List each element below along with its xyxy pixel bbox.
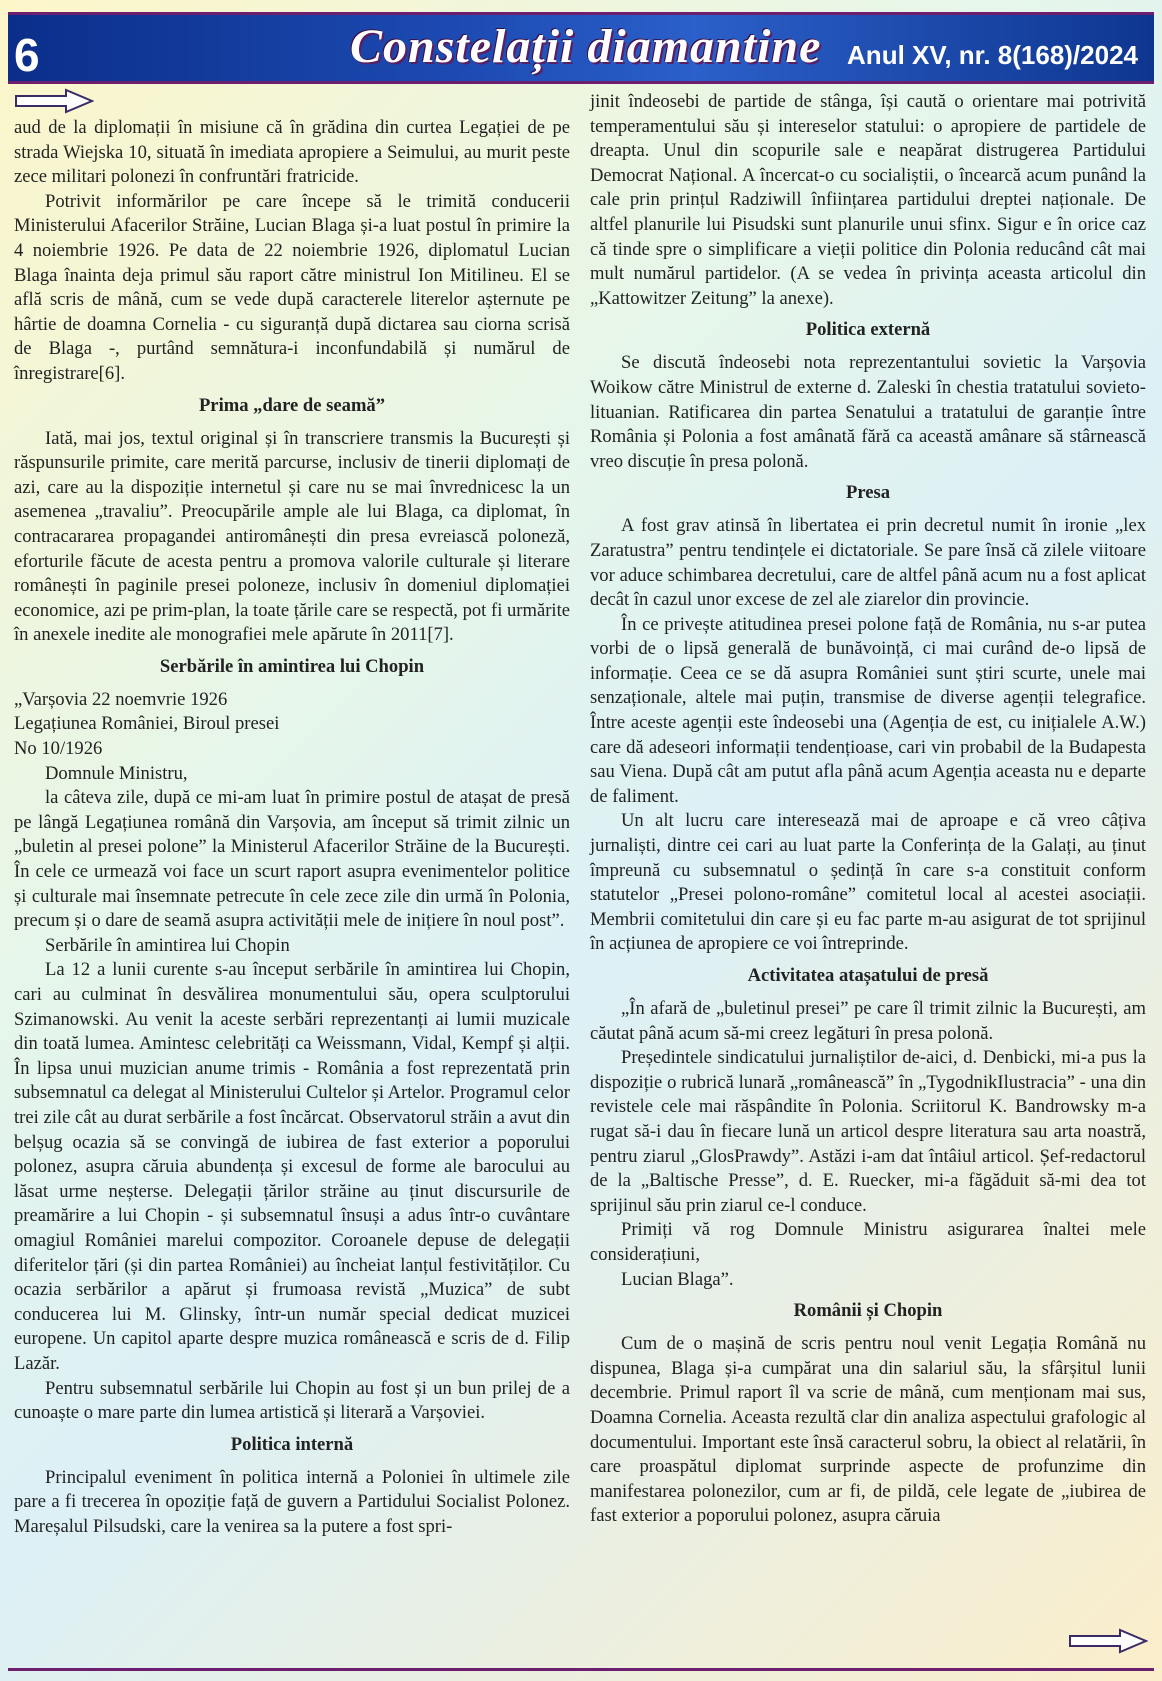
section-heading: Politica internă [230, 1433, 354, 1455]
paragraph: Pentru subsemnatul serbările lui Chopin au fost și un bun prilej de a cunoaște o mare parte din lumea artistică și literară a Varșoviei. [14, 1377, 570, 1424]
publication-title: Constelații diamantine [350, 20, 822, 73]
section-heading: Activitatea atașatului de presă [747, 965, 989, 986]
right-column [590, 90, 1146, 1529]
issue-info: Anul XV, nr. 8(168)/2024 [847, 40, 1138, 70]
paragraph: Președintele sindicatului jurnaliștilor de-aici, d. Denbicki, mi-a pus la dispoziție o rubrică lunară „românească” în „TygodnikIlustracia” - una din revistele cele mai răspândite în Polonia. Scriitorul K. Bandrowsky m-a rugat să-i dau în fiecare lună un articol despre literatura sau arta noastră, pentru ziarul „GlosPrawdy”. Astăzi i-am dat întâiul articol. Șef-redactorul de la „Baltische Presse”, d. E. Ruecker, mi-a făgăduit să-mi dea tot sprijinul său prin ziarul ce-l conduce. [590, 1047, 1146, 1216]
signature-line: Lucian Blaga”. [621, 1268, 734, 1290]
letter-line: „Varșovia 22 noemvrie 1926 [14, 688, 228, 710]
section-heading: Prima „dare de seamă” [198, 394, 386, 416]
section-heading: Presa [845, 482, 891, 504]
left-column [14, 116, 570, 1539]
continued-arrow-icon [1068, 1628, 1148, 1654]
paragraph: În ce privește atitudinea presei polone față de România, nu s-ar putea vorbi de o lipsă generală de bunăvoință, ci mai curând de-o lipsă de informație. Ceea ce se dă asupra României sunt știri scurte, unele mai senzaționale, altele mai puțin, transmise de diverse agenții telegrafice. Între aceste agenții este îndeosebi una (Agenția de est, cu inițialele A.W.) care dă adeseori informații tendențioase, cari vin probabil de la Budapesta sau Viena. După cât am putut afla până acum Agenția aceasta nu e departe de faliment. [590, 613, 1146, 807]
paragraph: Primiți vă rog Domnule Ministru asigurarea înaltei mele considerațiuni, [590, 1219, 1146, 1265]
paragraph: la câteva zile, după ce mi-am luat în primire postul de atașat de presă pe lângă Legațiunea română din Varșovia, am început să trimit zilnic un „buletin al presei polone” la Ministerul Afacerilor Străine de la București. În cele ce urmează voi face un scurt raport asupra evenimentelor politice și culturale mai însemnate petrecute în cele zece zile din urmă în Polonia, precum și o dare de seamă asupra activității mele de inițiere în noul post”. [14, 787, 570, 932]
bottom-rule [8, 1668, 1154, 1671]
paragraph: Se discută îndeosebi nota reprezentantului sovietic la Varșovia Woikow către Ministrul de externe d. Zaleski în chestia tratatului sovieto-lituanian. Ratificarea din partea Senatului a tratatului de garanție între România și Polonia a fost amânată fără ca această amânare să stârnească vreo discuție în presa polonă. [590, 352, 1146, 472]
paragraph: Iată, mai jos, textul original și în transcriere transmis la București și răspunsurile primite, care merită parcurse, inclusiv de tinerii diplomați de azi, care au la dispoziție internetul și care nu se mai învrednicesc la un asemenea „travaliu”. Preocupările ample ale lui Blaga, ca diplomat, în contracararea propagandei antiromânești din presa evreiască poloneză, eforturile făcute de acesta pentru a promova valorile culturale și literare românești în paginile presei poloneze, inclusiv în domeniul diplomației economice, azi pe prim-plan, la toate țările care se respectă, pot fi urmărite în anexele inedite ale monografiei mele apărute în 2011[7]. [14, 427, 570, 646]
letter-greeting: Domnule Ministru, [45, 762, 188, 784]
paragraph: A fost grav atinsă în libertatea ei prin decretul numit în ironie „lex Zaratustra” pentru tendințele ei dictatoriale. Se pare însă că zilele viitoare vor aduce schimbarea decretului, care de altfel până acum nu a fost aplicat decât în cazul unor excese de zel ale ziarelor din provincie. [590, 515, 1146, 611]
letter-subtitle: Serbările în amintirea lui Chopin [45, 934, 290, 956]
paragraph: Cum de o mașină de scris pentru noul venit Legația Română nu dispunea, Blaga și-a cumpărat una din salariul său, la sfârșitul lunii decembrie. Primul raport îl va scrie de mână, cum menționam mai sus, Doamna Cornelia. Aceasta rezultă clar din analiza aspectului grafologic al documentului. Important este însă caracterul sobru, la obiect al relatării, în care proaspătul diplomat surprinde aspecte de profunzime din manifestarea polonezilor, cum ar fi, de pildă, cele legate de „iubirea de fast exterior a poporului polonez, asupra căruia [590, 1333, 1146, 1527]
letter-line: Legațiunea României, Biroul presei [14, 713, 280, 735]
paragraph: jinit îndeosebi de partide de stânga, își caută o orientare mai potrivită temperamentului său și intereselor statului: o apropiere de partidele de dreapta. Unul din scopurile sale e neapărat distrugerea Partidului Democrat Național. A încercat-o cu socialiștii, o încearcă acum punând la cale prin prințul Radziwill înființarea partidului dreptei naționale. De altfel planurile lui Pisudski sunt planurile unui sfinx. Sigur e în orice caz că tinde spre o simplificare a vieții politice din Polonia reducând cât mai mult numărul partidelor. (A se vedea în privința aceasta articolul din „Kattowitzer Zeitung” la anexe). [590, 91, 1146, 309]
section-heading: Politica externă [805, 319, 931, 341]
section-heading: Românii și Chopin [793, 1300, 943, 1322]
paragraph: Un alt lucru care interesează mai de aproape e că vreo câțiva jurnaliști, dintre cei cari au luat parte la Conferința de la Galați, au ținut împreună cu subsemnatul o ședință în care s-a constituit conform statutelor „Presei polono-române” comitetul local al acestei asociații. Membrii comitetului din care și eu fac parte m-au asigurat de tot sprijinul în acțiunea de apropiere ce voi întreprinde. [590, 810, 1146, 955]
continued-arrow-icon [14, 88, 94, 114]
paragraph: Potrivit informărilor pe care începe să le trimită conducerii Ministerului Afacerilor Străine, Lucian Blaga și-a luat postul în primire la 4 noiembrie 1926. Pe data de 22 noiembrie 1926, diplomatul Lucian Blaga înainta deja primul său raport către ministrul Ion Mitilineu. El se află scris de mână, cum se vede după caracterele literelor așternute pe hârtie de doamna Cornelia - cu siguranță după dictarea sau ciorna scrisă de Blaga -, purtând semnătura-i inconfundabilă și numărul de înregistrare[6]. [14, 190, 570, 384]
paragraph: La 12 a lunii curente s-au început serbările în amintirea lui Chopin, cari au culminat în desvălirea monumentului său, opera sculptorului Szimanowski. Au venit la aceste serbări reprezentanți ai lumii muzicale din toată lumea. Amintesc celebrități ca Weissmann, Vidal, Kempf și alții. În lipsa unui muzician anume trimis - România a fost reprezentată prin subsemnatul ca delegat al Ministerului Cultelor și Artelor. Programul celor trei zile cât au durat serbările a fost încărcat. Observatorul străin a avut din belșug ocazia să se convingă de iubirea de fast exterior a poporului polonez, asupra căruia abundența și excesul de forme ale barocului au lăsat urme neșterse. Delegații țărilor străine au ținut discursurile de preamărire a lui Chopin - și subsemnatul însuși a adus într-o cuvântare omagiul României marelui compozitor. Coroanele depuse de delegații diferitelor țări (și din partea României) au încheiat lanțul festivităților. Cu ocazia serbărilor a apărut și frumoasa revistă „Muzica” de subt conducerea lui M. Glinsky, într-un număr special dedicat muzicei europene. Un capitol aparte despre muzica românească e scris de d. Filip Lazăr. [14, 959, 570, 1374]
paragraph: „În afară de „buletinul presei” pe care îl trimit zilnic la București, am căutat până acum să-mi creez legături în presa polonă. [590, 998, 1146, 1044]
paragraph: Principalul eveniment în politica internă a Poloniei în ultimele zile pare a fi trecerea în opoziție față de guvern a Partidului Socialist Polonez. Mareșalul Pilsudski, care la venirea sa la putere a fost spri- [14, 1466, 570, 1537]
paragraph: aud de la diplomații în misiune că în grădina din curtea Legației de pe strada Wiejska 10, situată în imediata apropiere a Seimului, au murit peste zece militari polonezi în confruntări fratricide. [14, 117, 570, 188]
page-number: 6 [14, 29, 40, 81]
letter-line: No 10/1926 [14, 738, 103, 760]
section-heading: Serbările în amintirea lui Chopin [159, 655, 425, 677]
